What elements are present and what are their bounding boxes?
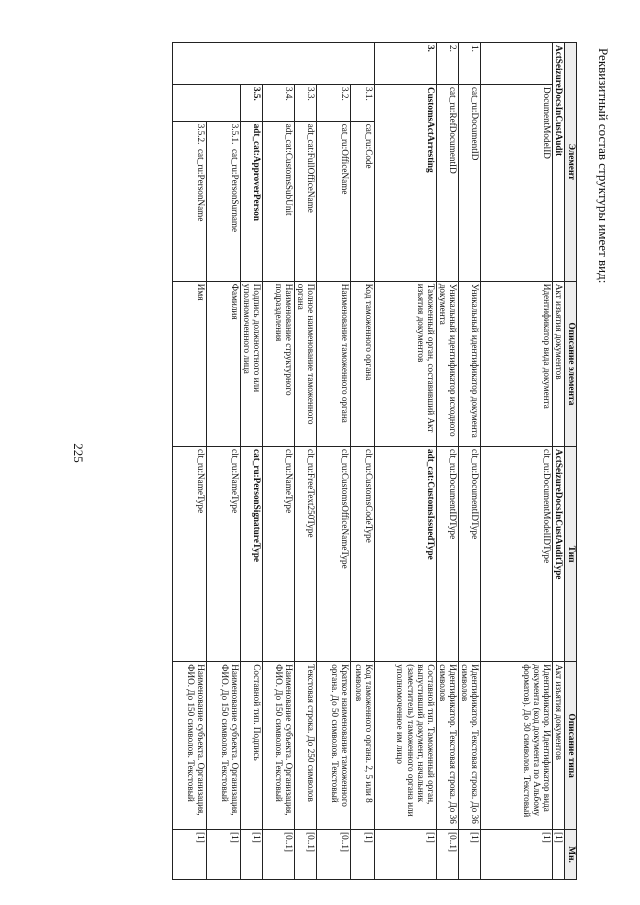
indent-cell-2 [207,84,241,121]
type-cell: clt_ru:DocumentIDType [459,447,481,662]
sub-number: 3.5.1. [230,123,240,145]
requisites-table [172,42,577,880]
num-cell: 3.1. [351,84,375,121]
type-cell: clt_ru:NameType [207,447,241,662]
header-element: Элемент [565,43,577,282]
desc-cell: Уникальный идентификатор документа [459,281,481,446]
element-cell: cat_ru:OfficeName [317,121,351,281]
indent-cell [207,43,241,85]
element-cell [207,121,241,281]
table-row [351,43,375,880]
indent-cell [295,43,317,85]
indent-cell [317,43,351,85]
element-name: cat_ru:PersonSurname [230,148,240,233]
type-cell: clt_ru:FreeText250Type [295,447,317,662]
num-cell: 1. [459,43,481,85]
mult-cell: [1] [351,830,375,880]
type-desc-cell: Составной тип. Таможенный орган, выпустивший документ, начальник (заместитель) таможенного органа или уполномоченное им лицо [375,662,437,830]
table-row [263,43,295,880]
table-row [207,43,241,880]
num-cell: 3.5. [241,84,263,121]
table-row [173,43,207,880]
header-type-description: Описание типа [565,662,577,830]
table-header-row [565,43,577,880]
mult-cell: [1] [481,830,553,880]
desc-cell: Таможенный орган, составивший Акт изъятия документов [375,281,437,446]
type-desc-cell: Наименование субъекта. Организация, ФИО. До 150 символов. Текстовый [173,662,207,830]
table-row [295,43,317,880]
mult-cell: [1] [553,830,565,880]
header-type: Тип [565,447,577,662]
element-cell: adt_cat:FullOfficeName [295,121,317,281]
desc-cell: Код таможенного органа [351,281,375,446]
type-desc-cell: Идентификатор. Текстовая строка. До 36 символов [437,662,459,830]
element-cell: cat_ru:DocumentID [459,84,481,281]
type-cell: clt_ru:NameType [173,447,207,662]
element-cell: cat_ru:Code [351,121,375,281]
table-row [317,43,351,880]
type-cell: clt_ru:DocumentIDType [437,447,459,662]
type-desc-cell: Наименование субъекта. Организация, ФИО. До 150 символов. Текстовый [263,662,295,830]
element-name: cat_ru:PersonName [196,148,206,222]
type-cell: cat_ru:PersonSignatureType [241,447,263,662]
mult-cell: [1] [241,830,263,880]
table-row [459,43,481,880]
type-cell: clt_ru:DocumentModelIDType [481,447,553,662]
desc-cell: Фамилия [207,281,241,446]
num-cell: 3.3. [295,84,317,121]
element-cell: cat_ru:RefDocumentID [437,84,459,281]
table-row [481,43,553,880]
element-cell: CustomsActArresting [375,84,437,281]
mult-cell: [1] [459,830,481,880]
type-cell: clt_ru:CustomsCodeType [351,447,375,662]
header-multiplicity: Мн. [565,830,577,880]
mult-cell: [0..1] [295,830,317,880]
sub-number: 3.5.2. [196,123,206,145]
indent-cell-2 [173,84,207,121]
page-number: 225 [71,443,86,463]
type-desc-cell: Акт изъятия документов [553,662,565,830]
desc-cell: Идентификатор вида документа [481,281,553,446]
mult-cell: [1] [173,830,207,880]
rotated-page-content [85,42,615,880]
type-cell: clt_ru:NameType [263,447,295,662]
table-row [241,43,263,880]
table-row [375,43,437,880]
type-desc-cell: Текстовая строка. До 250 символов [295,662,317,830]
caption: Реквизитный состав структуры имеет вид: [596,48,611,284]
type-desc-cell: Краткое наименование таможенного органа. До 50 символов. Текстовый [317,662,351,830]
num-cell: 2. [437,43,459,85]
type-desc-cell: Код таможенного органа. 2, 5 или 8 символов [351,662,375,830]
desc-cell: Полное наименование таможенного органа [295,281,317,446]
element-cell: DocumentModelID [481,84,553,281]
type-desc-cell: Составной тип. Подпись [241,662,263,830]
type-cell: clt_ru:CustomsOfficeNameType [317,447,351,662]
type-desc-cell: Идентификатор. Идентификатор вида документа (код документа по Альбому форматов). До 30 символов. Текстовый [481,662,553,830]
desc-cell: Акт изъятия документов [553,281,565,446]
element-cell: adt_cat:ApproverPerson [241,121,263,281]
desc-cell: Наименование таможенного органа [317,281,351,446]
num-cell: 3.2. [317,84,351,121]
indent-cell [351,43,375,85]
desc-cell: Имя [173,281,207,446]
mult-cell: [0..1] [317,830,351,880]
indent-cell [263,43,295,85]
num-cell: 3.4. [263,84,295,121]
desc-cell: Наименование структурного подразделения [263,281,295,446]
mult-cell: [0..1] [437,830,459,880]
num-cell: 3. [375,43,437,85]
element-cell: ActSeizureDocsInCustAudit [553,43,565,282]
element-cell [173,121,207,281]
num-cell [481,43,553,85]
type-cell: ActSeizureDocsInCustAuditType [553,447,565,662]
indent-cell [241,43,263,85]
desc-cell: Уникальный идентификатор исходного документа [437,281,459,446]
type-cell: adt_cat:CustomsIssuedType [375,447,437,662]
type-desc-cell: Наименование субъекта. Организация, ФИО. До 150 символов. Текстовый [207,662,241,830]
type-desc-cell: Идентификатор. Текстовая строка. До 36 символов [459,662,481,830]
mult-cell: [1] [207,830,241,880]
mult-cell: [0..1] [263,830,295,880]
mult-cell: [1] [375,830,437,880]
table-row [437,43,459,880]
element-cell: adt_cat:CustomsSubUnit [263,121,295,281]
indent-cell [173,43,207,85]
desc-cell: Подпись должностного или уполномоченного лица [241,281,263,446]
table-row [553,43,565,880]
header-description: Описание элемента [565,281,577,446]
